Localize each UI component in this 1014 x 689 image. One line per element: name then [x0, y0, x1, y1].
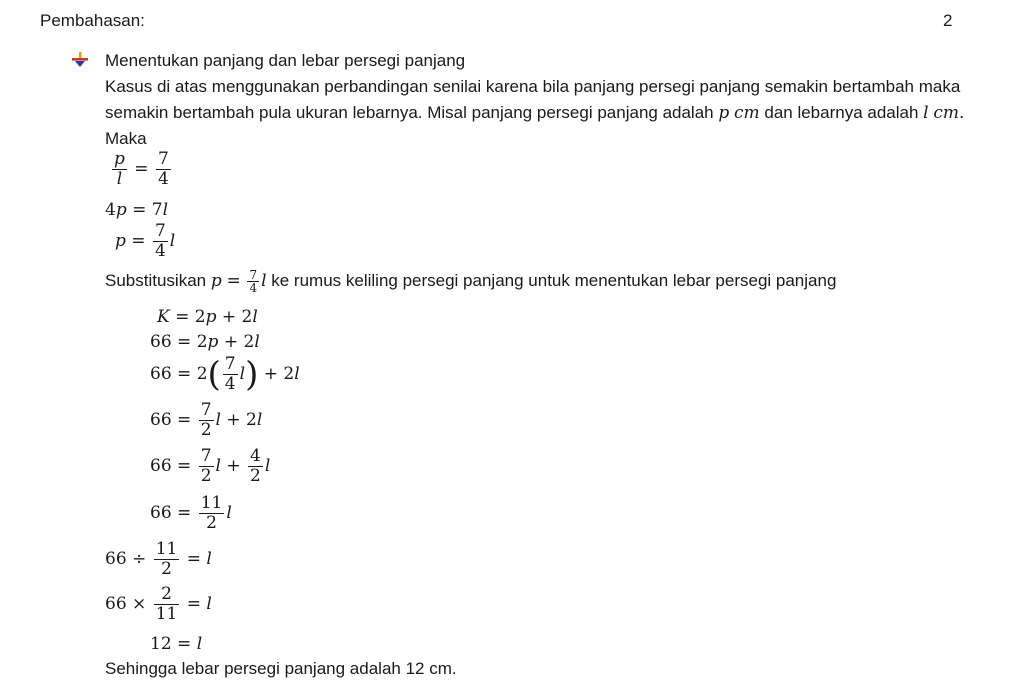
- conclusion-text: Sehingga lebar persegi panjang adalah 12 cm.: [105, 659, 457, 678]
- equation-division: 66 ÷ $\frac{11}{2}$ = l: [105, 539, 212, 579]
- equation-simplified-2: 66 = $\frac{7}{2}$ l + $\frac{4}{2}$ l: [150, 446, 271, 486]
- equation-simplified-1: 66 = $\frac{7}{2}$ l + 2l: [150, 400, 263, 440]
- equation-perimeter-formula: K = 2p + 2l: [157, 307, 258, 327]
- equation-multiplication: 66 × $\frac{2}{11}$ = l: [105, 584, 212, 624]
- maka-label: Maka: [105, 129, 147, 148]
- paragraph-line-1: Kasus di atas menggunakan perbandingan senilai karena bila panjang persegi panjang semakin bertambah maka: [105, 77, 961, 96]
- substitution-line: Substitusikan p = $\frac{7}{4}$ l ke rumus keliling persegi panjang untuk menentukan lebar persegi panjang: [105, 268, 837, 296]
- page-number: 2: [943, 11, 953, 30]
- header-title: Pembahasan:: [40, 11, 145, 30]
- equation-substituted: 66 = 2( $\frac{7}{4}$ l) + 2l: [150, 354, 300, 395]
- equation-perimeter-value: 66 = 2p + 2l: [150, 332, 260, 352]
- bullet-arrow-icon: [72, 52, 88, 68]
- paragraph-line-2: semakin bertambah pula ukuran lebarnya. Misal panjang persegi panjang adalah p cm dan lebarnya adalah l cm.: [105, 103, 965, 123]
- equation-cross-multiply: 4p = 7l: [105, 200, 169, 220]
- equation-p-in-l: p = $\frac{7}{4}$ l: [115, 221, 176, 261]
- equation-result: 12 = l: [150, 634, 203, 654]
- equation-ratio: $\frac{p}{l}$ = $\frac{7}{4}$: [114, 149, 169, 189]
- equation-combined: 66 = $\frac{11}{2}$ l: [150, 493, 232, 533]
- section-heading: Menentukan panjang dan lebar persegi panjang: [105, 51, 466, 70]
